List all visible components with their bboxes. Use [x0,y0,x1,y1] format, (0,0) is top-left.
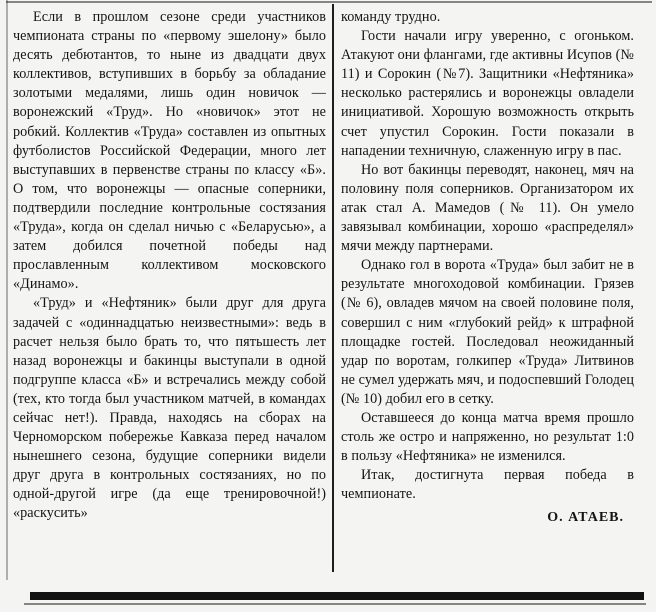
right-column [341,8,634,528]
top-edge-rule [6,1,652,3]
column-divider [332,4,334,572]
paragraph-goal: Однако гол в ворота «Труда» был забит не в результате многоходовой комбинации. Грязев (№ 6), овладев мячом на своей половине поля, совершил с ним «глубокий рейд» к штрафной площадке гостей. Последовал неожиданный удар по воротам, голкипер «Труда» Литвинов не сумел удержать мяч, и подоспевший Голодец (№ 10) добил его в сетку. [341,257,634,407]
paragraph-guests-start: Гости начали игру уверенно, с огоньком. Атакуют они флангами, где активны Исупов (№ 11) и Сорокин (№7). Защитники «Нефтяника» несколько растерялись и воронежцы овладели инициативой. Хорошую возможность открыть счет упустил Сорокин. Гости показали в нападении техничную, слаженную игру в пас. [341,28,634,159]
paragraph-bakinians: Но вот бакинцы переводят, наконец, мяч на половину поля соперников. Организатором их атак стал А. Мамедов (№ 11). Он умело завязывал комбинации, хорошо «распределял» мячи между партнерами. [341,161,634,255]
paragraph-result: Оставшееся до конца матча время прошло столь же остро и напряженно, но результат 1:0 в пользу «Нефтяника» не изменился. [341,409,634,465]
bottom-rule-thin [24,603,646,605]
bottom-rule [30,592,644,600]
left-column [13,8,326,524]
left-edge-rule [6,0,8,580]
paragraph-unknowns: «Труд» и «Нефтяник» были друг для друга задачей с «одиннадцатью неизвестными»: ведь в расчет нельзя было брать то, что пятьшесть лет назад воронежцы и бакинцы выступали в одной подгруппе класса «Б» и встречались между собой (тех, кто тогда был участником матчей, в командах сейчас нет!). Правда, находясь на сборах на Черноморском побережье Кавказа перед началом нынешнего сезона, будущие соперники видели друг друга в контрольных состязаниях, но по одной-другой игре (да еще тренировочной!) «раскусить» [13,295,326,522]
paragraph-conclusion: Итак, достигнута первая победа в чемпионате. [341,467,634,503]
paragraph-intro: Если в прошлом сезоне среди участников чемпионата страны по «первому эшелону» было десять дебютантов, то ныне из двадцати двух коллективов, вступивших в борьбу за обладание золотыми медалями, лишь один новичок — воронежский «Труд». Но «новичок» этот не робкий. Коллектив «Труда» составлен из опытных футболистов Российской Федерации, много лет выступавших в первенстве страны по классу «Б». О том, что воронежцы — опасные соперники, подтвердили последние контрольные состязания «Труда», когда он сделал ничью с «Беларусью», а затем добился почетной победы над прославленным коллективом московского «Динамо». [13,9,326,293]
author-signature: О. АТАЕВ. [547,510,624,526]
paragraph-continuation: команду трудно. [341,9,441,25]
